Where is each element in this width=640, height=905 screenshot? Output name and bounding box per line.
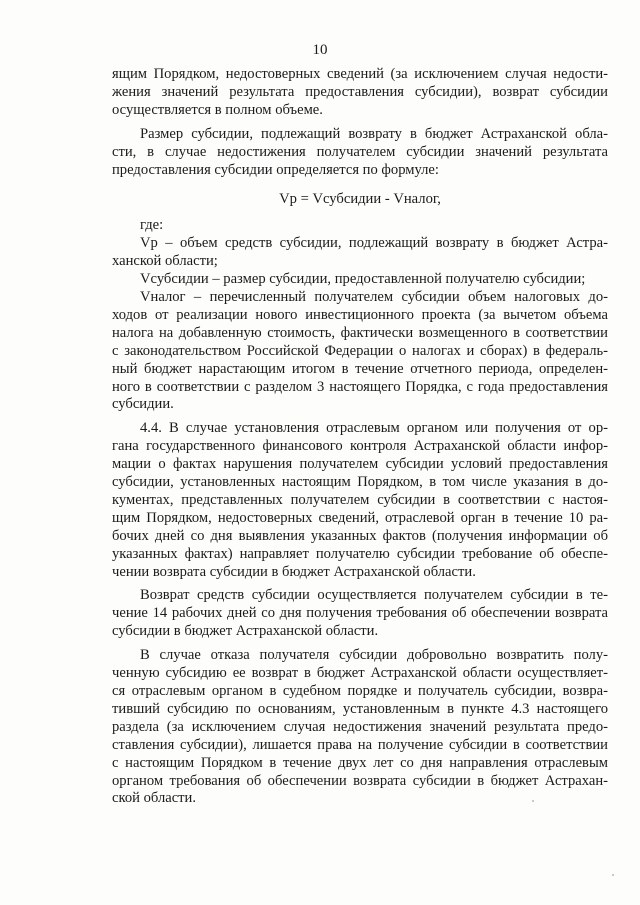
text-line: ного в соответствии с разделом 3 настоящего Порядка, с года предоставления [112, 378, 608, 395]
paragraph-def-vr [112, 235, 608, 271]
text-line: чение 14 рабочих дней со дня получения требования об обеспечении возврата [112, 605, 608, 622]
text-line: кументах, представленных получателем субсидии в соответствии с настоя- [112, 491, 608, 508]
paragraph-section-4-4 [112, 420, 608, 581]
text-line: с законодательством Российской Федерации о налогах и сборах) в федераль- [112, 342, 608, 359]
text-line: тивший субсидию по основаниям, установленным в пункте 4.3 настоящего [112, 700, 608, 717]
text-line: ской области. [112, 790, 197, 807]
text-line: мации о фактах нарушения получателем субсидии условий предоставления [112, 456, 608, 473]
text-line: налога на добавленную стоимость, фактически возмещенного в соответствии [112, 324, 608, 341]
text-line: В случае отказа получателя субсидии добровольно возвратить полу- [140, 647, 608, 664]
text-line: ный бюджет нарастающим итогом в течение отчетного периода, определен- [112, 360, 608, 377]
text-line: бочих дней со дня выявления указанных фактов (получения информации об [112, 527, 608, 544]
paragraph-def-vtax [112, 289, 608, 414]
scan-speck [532, 800, 534, 802]
scan-speck [612, 874, 614, 876]
text-line: раздела (за исключением случая недостижения значений результата предо- [112, 718, 608, 735]
text-line: Возврат средств субсидии осуществляется получателем субсидии в те- [140, 587, 608, 604]
text-line: Размер субсидии, подлежащий возврату в бюджет Астраханской обла- [140, 125, 608, 142]
text-line: органом требования об обеспечении возврата субсидии в бюджет Астрахан- [112, 772, 608, 789]
text-line: Vсубсидии – размер субсидии, предоставленной получателю субсидии; [140, 271, 586, 288]
document-body [112, 66, 608, 808]
text-line: ся отраслевым органом в судебном порядке и получатель субсидии, возвра- [112, 683, 608, 699]
text-line: предоставления субсидии определяется по формуле: [112, 161, 439, 178]
paragraph-where [112, 217, 608, 235]
paragraph-refusal [112, 647, 608, 808]
page-number: 10 [312, 42, 328, 58]
text-line: щим Порядком, недостоверных сведений, отраслевой орган в течение 10 ра- [112, 509, 608, 526]
paragraph-return-terms [112, 587, 608, 641]
text-line: ченную субсидию ее возврат в бюджет Астраханской области осуществляет- [112, 665, 608, 682]
text-line: Vр – объем средств субсидии, подлежащий возврату в бюджет Астра- [140, 235, 608, 252]
text-line: сти, в случае недостижения получателем субсидии значений результата [112, 143, 608, 160]
text-line: ставления субсидии), лишается права на получение субсидии в соответствии [112, 736, 608, 753]
text-line: ходов от реализации нового инвестиционного проекта (за вычетом объема [112, 306, 608, 323]
paragraph-continuation [112, 66, 608, 120]
text-line: осуществляется в полном объеме. [112, 101, 323, 118]
text-line: жения значений результата предоставления субсидии), возврат субсидии [112, 83, 608, 100]
text-line: субсидии. [112, 396, 174, 413]
text-line: субсидии в бюджет Астраханской области. [112, 623, 379, 640]
text-line: 4.4. В случае установления отраслевым органом или получения от ор- [140, 420, 608, 437]
text-line: Vналог – перечисленный получателем субсидии объем налоговых до- [140, 288, 608, 305]
text-line: указанных фактах) направляет получателю субсидии требование об обеспе- [112, 545, 608, 562]
paragraph-subsidy-amount [112, 126, 608, 180]
text-line: ханской области; [112, 253, 218, 270]
paragraph-def-vsubsidy [112, 271, 608, 289]
text-line: ящим Порядком, недостоверных сведений (за исключением случая недости- [112, 66, 608, 82]
text-line: субсидии, установленных настоящим Порядком, в том числе указания в до- [112, 474, 608, 491]
text-line: чении возврата субсидии в бюджет Астраханской области. [112, 563, 476, 580]
formula: Vр = Vсубсидии - Vналог, [279, 191, 441, 208]
text-line: где: [140, 217, 164, 234]
text-line: с настоящим Порядком в течение двух лет со дня направления отраслевым [112, 754, 608, 771]
text-line: гана государственного финансового контроля Астраханской области инфор- [112, 438, 608, 455]
